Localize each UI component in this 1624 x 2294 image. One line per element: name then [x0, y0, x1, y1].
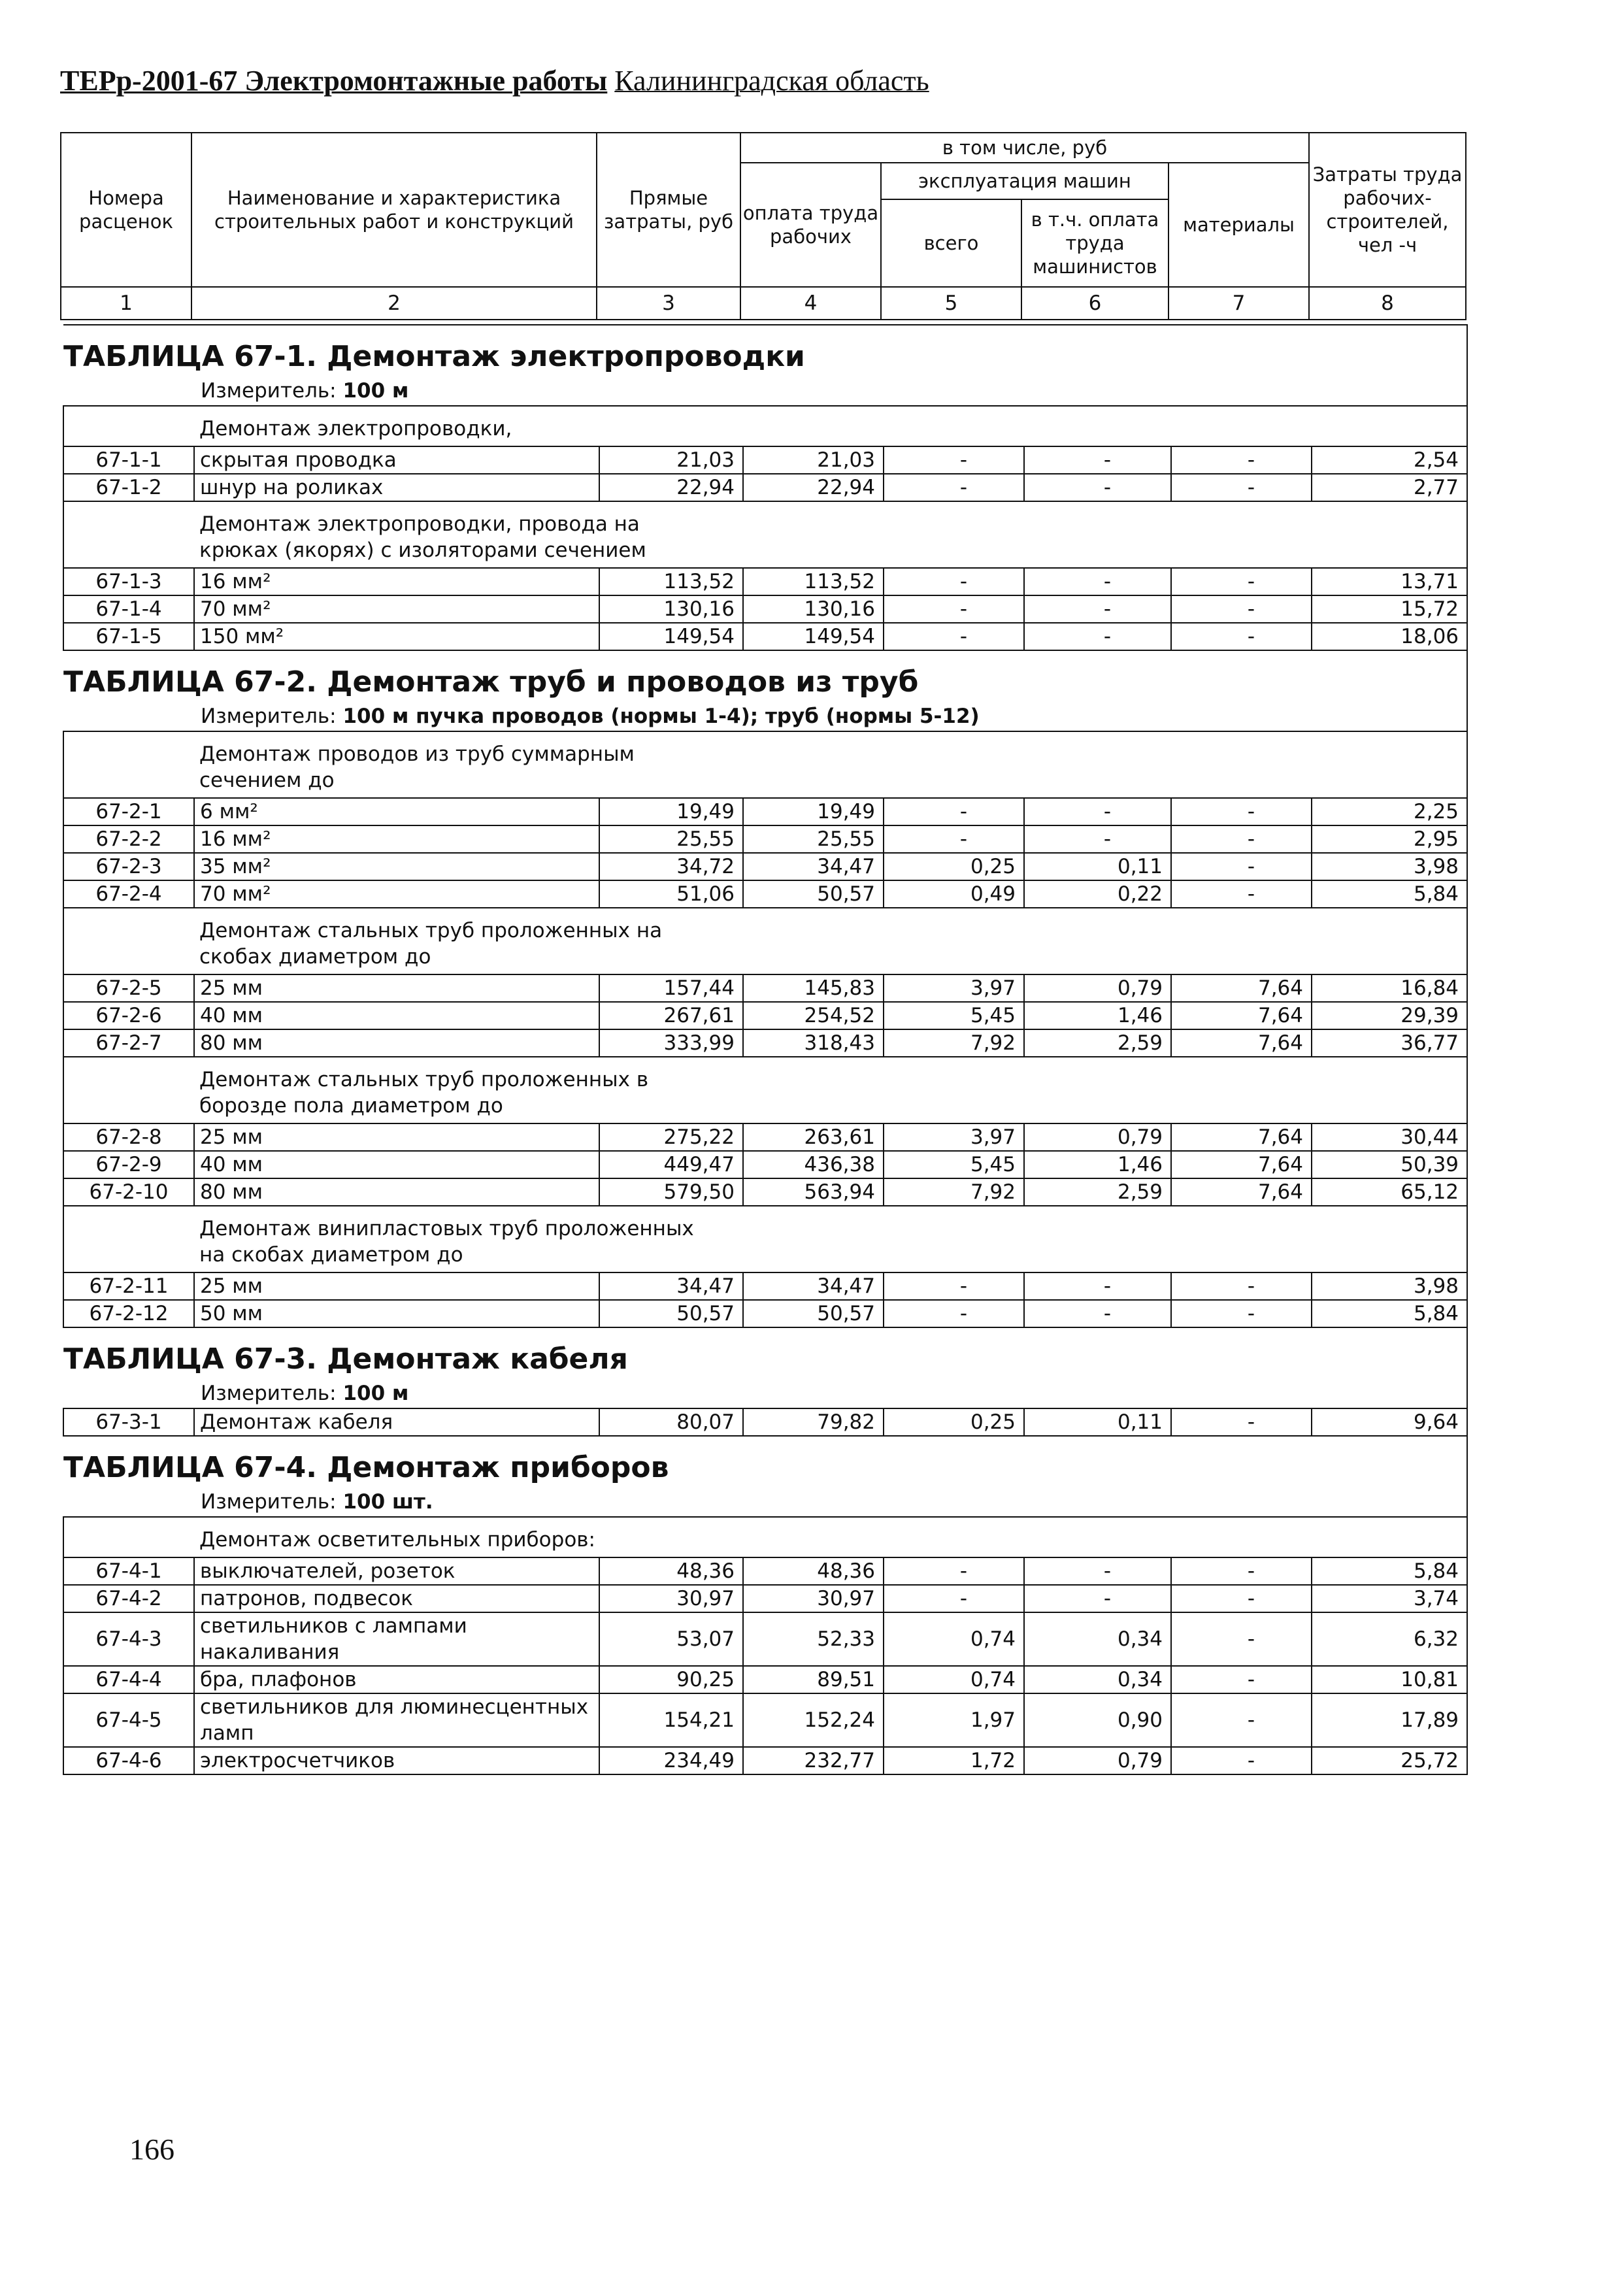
work-name: светильников с лампами накаливания [194, 1612, 599, 1666]
materials: - [1171, 595, 1312, 623]
machinist-wages: - [1024, 446, 1171, 474]
labor-hours: 18,06 [1312, 623, 1467, 650]
measure-value: 100 м пучка проводов (нормы 1-4); труб (нормы 5-12) [342, 705, 980, 728]
group-spacer [63, 501, 194, 568]
section-header-row [63, 1327, 1467, 1408]
table-row [63, 1029, 1467, 1057]
labor-hours: 3,98 [1312, 1272, 1467, 1300]
measure-label: Измеритель: [201, 379, 337, 403]
labor-hours: 36,77 [1312, 1029, 1467, 1057]
section-header-row [63, 1436, 1467, 1517]
header-code: Номера расценок [61, 133, 191, 287]
measure-label: Измеритель: [201, 1382, 337, 1405]
group-spacer [63, 731, 194, 798]
direct-costs: 267,61 [599, 1002, 743, 1029]
work-name: 16 мм² [194, 825, 599, 853]
work-name: электросчетчиков [194, 1747, 599, 1774]
direct-costs: 22,94 [599, 474, 743, 501]
rate-code: 67-2-3 [63, 853, 194, 880]
machines-total: - [884, 623, 1024, 650]
worker-wages: 232,77 [743, 1747, 884, 1774]
labor-hours: 65,12 [1312, 1178, 1467, 1206]
document-title [60, 63, 929, 99]
worker-wages: 113,52 [743, 568, 884, 595]
rate-code: 67-2-11 [63, 1272, 194, 1300]
labor-hours: 6,32 [1312, 1612, 1467, 1666]
labor-hours: 2,54 [1312, 446, 1467, 474]
labor-hours: 3,98 [1312, 853, 1467, 880]
worker-wages: 34,47 [743, 1272, 884, 1300]
worker-wages: 149,54 [743, 623, 884, 650]
labor-hours: 13,71 [1312, 568, 1467, 595]
machinist-wages: - [1024, 1272, 1171, 1300]
work-name: 70 мм² [194, 880, 599, 908]
worker-wages: 48,36 [743, 1557, 884, 1585]
machines-total: - [884, 798, 1024, 825]
rate-code: 67-4-4 [63, 1666, 194, 1693]
rates-table [63, 324, 1468, 1775]
group-label: Демонтаж осветительных приборов: [194, 1517, 1467, 1557]
table-row [63, 446, 1467, 474]
labor-hours: 2,25 [1312, 798, 1467, 825]
rate-code: 67-1-4 [63, 595, 194, 623]
materials: - [1171, 446, 1312, 474]
direct-costs: 53,07 [599, 1612, 743, 1666]
machines-total: 0,74 [884, 1666, 1024, 1693]
machinist-wages: 0,11 [1024, 1408, 1171, 1436]
machinist-wages: 0,79 [1024, 1747, 1171, 1774]
group-label: Демонтаж электропроводки, провода на крюках (якорях) с изоляторами сечением [194, 501, 1467, 568]
machines-total: 5,45 [884, 1002, 1024, 1029]
header-direct-costs: Прямые затраты, руб [597, 133, 740, 287]
measure-value: 100 шт. [342, 1490, 433, 1514]
rate-code: 67-2-12 [63, 1300, 194, 1327]
section-measure [63, 1488, 1467, 1516]
group-label: Демонтаж стальных труб проложенных в борозде пола диаметром до [194, 1057, 1467, 1123]
machines-total: - [884, 1585, 1024, 1612]
page-number: 166 [129, 2133, 174, 2166]
column-number: 8 [1309, 287, 1466, 320]
materials: - [1171, 1300, 1312, 1327]
work-name: 80 мм [194, 1178, 599, 1206]
measure-label: Измеритель: [201, 705, 337, 728]
machines-total: 1,72 [884, 1747, 1024, 1774]
worker-wages: 152,24 [743, 1693, 884, 1747]
work-name: 50 мм [194, 1300, 599, 1327]
rate-code: 67-4-3 [63, 1612, 194, 1666]
machinist-wages: 1,46 [1024, 1002, 1171, 1029]
work-name: шнур на роликах [194, 474, 599, 501]
direct-costs: 48,36 [599, 1557, 743, 1585]
column-number: 6 [1021, 287, 1168, 320]
direct-costs: 130,16 [599, 595, 743, 623]
group-row [63, 1206, 1467, 1272]
materials: 7,64 [1171, 974, 1312, 1002]
section-header-row [63, 650, 1467, 731]
machines-total: - [884, 825, 1024, 853]
rate-code: 67-3-1 [63, 1408, 194, 1436]
table-row [63, 974, 1467, 1002]
worker-wages: 436,38 [743, 1151, 884, 1178]
machinist-wages: 2,59 [1024, 1029, 1171, 1057]
table-row [63, 1178, 1467, 1206]
group-spacer [63, 406, 194, 446]
direct-costs: 157,44 [599, 974, 743, 1002]
direct-costs: 34,72 [599, 853, 743, 880]
materials: - [1171, 623, 1312, 650]
machines-total: 3,97 [884, 1123, 1024, 1151]
group-spacer [63, 1057, 194, 1123]
rate-code: 67-2-6 [63, 1002, 194, 1029]
rate-code: 67-2-1 [63, 798, 194, 825]
work-name: светильников для люминесцентных ламп [194, 1693, 599, 1747]
machines-total: 0,74 [884, 1612, 1024, 1666]
direct-costs: 149,54 [599, 623, 743, 650]
table-row [63, 825, 1467, 853]
table-row [63, 1408, 1467, 1436]
machinist-wages: 0,22 [1024, 880, 1171, 908]
section-title: ТАБЛИЦА 67-2. Демонтаж труб и проводов из труб [63, 665, 919, 699]
section-title: ТАБЛИЦА 67-3. Демонтаж кабеля [63, 1342, 628, 1376]
worker-wages: 19,49 [743, 798, 884, 825]
work-name: 25 мм [194, 1123, 599, 1151]
work-name: бра, плафонов [194, 1666, 599, 1693]
group-row [63, 1057, 1467, 1123]
rate-code: 67-2-7 [63, 1029, 194, 1057]
rate-code: 67-2-2 [63, 825, 194, 853]
direct-costs: 34,47 [599, 1272, 743, 1300]
labor-hours: 5,84 [1312, 1557, 1467, 1585]
work-name: 6 мм² [194, 798, 599, 825]
group-row [63, 501, 1467, 568]
table-header [60, 132, 1467, 320]
worker-wages: 52,33 [743, 1612, 884, 1666]
header-including: в том числе, руб [740, 133, 1309, 163]
measure-label: Измеритель: [201, 1490, 337, 1514]
materials: 7,64 [1171, 1151, 1312, 1178]
machines-total: 0,25 [884, 1408, 1024, 1436]
worker-wages: 25,55 [743, 825, 884, 853]
table-row [63, 1123, 1467, 1151]
table-row [63, 1693, 1467, 1747]
materials: 7,64 [1171, 1123, 1312, 1151]
labor-hours: 5,84 [1312, 880, 1467, 908]
column-number: 4 [740, 287, 881, 320]
materials: 7,64 [1171, 1002, 1312, 1029]
machinist-wages: - [1024, 1585, 1171, 1612]
work-name: 16 мм² [194, 568, 599, 595]
machinist-wages: - [1024, 568, 1171, 595]
labor-hours: 2,77 [1312, 474, 1467, 501]
rate-code: 67-2-5 [63, 974, 194, 1002]
machines-total: 7,92 [884, 1178, 1024, 1206]
materials: - [1171, 1612, 1312, 1666]
direct-costs: 50,57 [599, 1300, 743, 1327]
materials: 7,64 [1171, 1029, 1312, 1057]
labor-hours: 25,72 [1312, 1747, 1467, 1774]
group-label: Демонтаж стальных труб проложенных на скобах диаметром до [194, 908, 1467, 974]
machines-total: - [884, 1272, 1024, 1300]
direct-costs: 90,25 [599, 1666, 743, 1693]
materials: - [1171, 825, 1312, 853]
table-row [63, 1300, 1467, 1327]
work-name: 150 мм² [194, 623, 599, 650]
column-number: 3 [597, 287, 740, 320]
table-row [63, 853, 1467, 880]
machines-total: 0,25 [884, 853, 1024, 880]
worker-wages: 50,57 [743, 1300, 884, 1327]
materials: - [1171, 880, 1312, 908]
section-header [63, 1436, 1467, 1517]
direct-costs: 579,50 [599, 1178, 743, 1206]
measure-value: 100 м [342, 379, 409, 403]
machinist-wages: - [1024, 595, 1171, 623]
labor-hours: 2,95 [1312, 825, 1467, 853]
labor-hours: 50,39 [1312, 1151, 1467, 1178]
group-spacer [63, 1517, 194, 1557]
machines-total: 1,97 [884, 1693, 1024, 1747]
materials: - [1171, 853, 1312, 880]
rate-code: 67-1-1 [63, 446, 194, 474]
group-label: Демонтаж проводов из труб суммарным сечением до [194, 731, 1467, 798]
work-name: скрытая проводка [194, 446, 599, 474]
materials: - [1171, 1747, 1312, 1774]
header-machines-total: всего [881, 199, 1021, 287]
table-row [63, 474, 1467, 501]
labor-hours: 3,74 [1312, 1585, 1467, 1612]
worker-wages: 79,82 [743, 1408, 884, 1436]
machines-total: - [884, 474, 1024, 501]
labor-hours: 15,72 [1312, 595, 1467, 623]
worker-wages: 563,94 [743, 1178, 884, 1206]
worker-wages: 21,03 [743, 446, 884, 474]
column-number: 2 [191, 287, 597, 320]
rate-code: 67-4-5 [63, 1693, 194, 1747]
table-row [63, 880, 1467, 908]
machinist-wages: 0,90 [1024, 1693, 1171, 1747]
machinist-wages: 0,11 [1024, 853, 1171, 880]
rate-code: 67-2-9 [63, 1151, 194, 1178]
labor-hours: 5,84 [1312, 1300, 1467, 1327]
table-row [63, 1585, 1467, 1612]
rate-code: 67-2-4 [63, 880, 194, 908]
work-name: 25 мм [194, 1272, 599, 1300]
measure-value: 100 м [342, 1382, 409, 1405]
direct-costs: 30,97 [599, 1585, 743, 1612]
document-title-code: ТЕРр-2001-67 Электромонтажные работы [60, 65, 608, 97]
table-row [63, 1557, 1467, 1585]
header-wages: оплата труда рабочих [740, 163, 881, 287]
rate-code: 67-4-1 [63, 1557, 194, 1585]
direct-costs: 51,06 [599, 880, 743, 908]
worker-wages: 34,47 [743, 853, 884, 880]
section-measure [63, 376, 1467, 405]
worker-wages: 145,83 [743, 974, 884, 1002]
table-row [63, 798, 1467, 825]
work-name: 25 мм [194, 974, 599, 1002]
section-measure [63, 702, 1467, 731]
rate-code: 67-4-6 [63, 1747, 194, 1774]
worker-wages: 263,61 [743, 1123, 884, 1151]
group-spacer [63, 908, 194, 974]
machines-total: - [884, 1557, 1024, 1585]
header-machines: эксплуатация машин [881, 163, 1168, 199]
direct-costs: 19,49 [599, 798, 743, 825]
direct-costs: 154,21 [599, 1693, 743, 1747]
direct-costs: 21,03 [599, 446, 743, 474]
direct-costs: 333,99 [599, 1029, 743, 1057]
column-number: 1 [61, 287, 191, 320]
machinist-wages: 2,59 [1024, 1178, 1171, 1206]
materials: - [1171, 1272, 1312, 1300]
materials: - [1171, 1666, 1312, 1693]
work-name: 40 мм [194, 1002, 599, 1029]
section-measure [63, 1379, 1467, 1408]
machines-total: 3,97 [884, 974, 1024, 1002]
direct-costs: 275,22 [599, 1123, 743, 1151]
table-row [63, 1747, 1467, 1774]
table-row [63, 1002, 1467, 1029]
materials: - [1171, 1585, 1312, 1612]
machines-total: - [884, 568, 1024, 595]
group-label: Демонтаж электропроводки, [194, 406, 1467, 446]
machinist-wages: - [1024, 474, 1171, 501]
work-name: 35 мм² [194, 853, 599, 880]
worker-wages: 318,43 [743, 1029, 884, 1057]
rate-code: 67-2-8 [63, 1123, 194, 1151]
work-name: 70 мм² [194, 595, 599, 623]
machinist-wages: 1,46 [1024, 1151, 1171, 1178]
materials: - [1171, 568, 1312, 595]
worker-wages: 50,57 [743, 880, 884, 908]
machinist-wages: 0,34 [1024, 1666, 1171, 1693]
machinist-wages: - [1024, 1300, 1171, 1327]
column-number: 7 [1168, 287, 1309, 320]
document-title-region: Калининградская область [614, 65, 929, 97]
rate-code: 67-1-3 [63, 568, 194, 595]
work-name: 40 мм [194, 1151, 599, 1178]
rate-code: 67-1-5 [63, 623, 194, 650]
worker-wages: 254,52 [743, 1002, 884, 1029]
work-name: выключателей, розеток [194, 1557, 599, 1585]
worker-wages: 89,51 [743, 1666, 884, 1693]
column-number: 5 [881, 287, 1021, 320]
group-row [63, 731, 1467, 798]
machines-total: 5,45 [884, 1151, 1024, 1178]
header-column-numbers [61, 287, 1466, 320]
machinist-wages: - [1024, 825, 1171, 853]
machines-total: - [884, 1300, 1024, 1327]
table-row [63, 1272, 1467, 1300]
machines-total: - [884, 446, 1024, 474]
header-labor: Затраты труда рабочих-строителей, чел -ч [1309, 133, 1466, 287]
group-row [63, 908, 1467, 974]
machinist-wages: 0,34 [1024, 1612, 1171, 1666]
table-row [63, 1666, 1467, 1693]
section-title: ТАБЛИЦА 67-4. Демонтаж приборов [63, 1451, 669, 1484]
worker-wages: 22,94 [743, 474, 884, 501]
header-name: Наименование и характеристика строительных работ и конструкций [191, 133, 597, 287]
direct-costs: 113,52 [599, 568, 743, 595]
table-row [63, 595, 1467, 623]
table-row [63, 1151, 1467, 1178]
group-label: Демонтаж винипластовых труб проложенных на скобах диаметром до [194, 1206, 1467, 1272]
labor-hours: 16,84 [1312, 974, 1467, 1002]
group-row [63, 406, 1467, 446]
table-row [63, 623, 1467, 650]
machinist-wages: - [1024, 1557, 1171, 1585]
section-header [63, 1327, 1467, 1408]
machinist-wages: 0,79 [1024, 974, 1171, 1002]
direct-costs: 449,47 [599, 1151, 743, 1178]
materials: 7,64 [1171, 1178, 1312, 1206]
rate-code: 67-4-2 [63, 1585, 194, 1612]
table-row [63, 568, 1467, 595]
section-header [63, 650, 1467, 731]
machines-total: 0,49 [884, 880, 1024, 908]
materials: - [1171, 1557, 1312, 1585]
labor-hours: 9,64 [1312, 1408, 1467, 1436]
machinist-wages: 0,79 [1024, 1123, 1171, 1151]
machinist-wages: - [1024, 623, 1171, 650]
worker-wages: 130,16 [743, 595, 884, 623]
section-title: ТАБЛИЦА 67-1. Демонтаж электропроводки [63, 340, 805, 373]
rate-code: 67-2-10 [63, 1178, 194, 1206]
group-spacer [63, 1206, 194, 1272]
section-header [63, 325, 1467, 406]
direct-costs: 80,07 [599, 1408, 743, 1436]
header-machinist-wages: в т.ч. оплата труда машинистов [1021, 199, 1168, 287]
labor-hours: 29,39 [1312, 1002, 1467, 1029]
labor-hours: 17,89 [1312, 1693, 1467, 1747]
materials: - [1171, 1693, 1312, 1747]
work-name: 80 мм [194, 1029, 599, 1057]
labor-hours: 30,44 [1312, 1123, 1467, 1151]
machinist-wages: - [1024, 798, 1171, 825]
rate-code: 67-1-2 [63, 474, 194, 501]
materials: - [1171, 474, 1312, 501]
header-materials: материалы [1168, 163, 1309, 287]
table-row [63, 1612, 1467, 1666]
group-row [63, 1517, 1467, 1557]
work-name: патронов, подвесок [194, 1585, 599, 1612]
work-name: Демонтаж кабеля [194, 1408, 599, 1436]
machines-total: 7,92 [884, 1029, 1024, 1057]
labor-hours: 10,81 [1312, 1666, 1467, 1693]
materials: - [1171, 798, 1312, 825]
worker-wages: 30,97 [743, 1585, 884, 1612]
direct-costs: 234,49 [599, 1747, 743, 1774]
machines-total: - [884, 595, 1024, 623]
section-header-row [63, 325, 1467, 406]
direct-costs: 25,55 [599, 825, 743, 853]
materials: - [1171, 1408, 1312, 1436]
